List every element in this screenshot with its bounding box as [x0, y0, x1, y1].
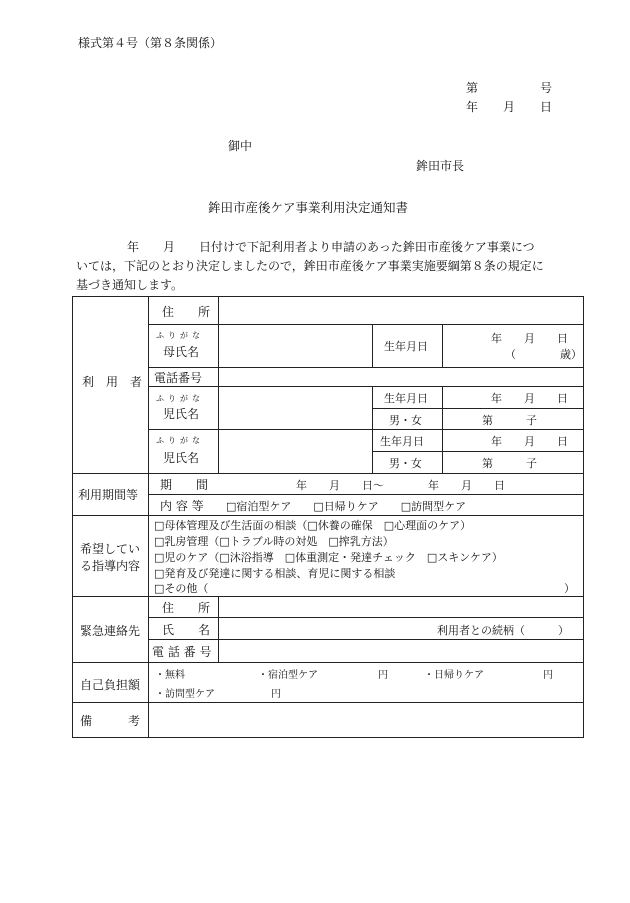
intro-line-2: いては，下記のとおり決定しましたので，鉾田市産後ケア事業実施要綱第８条の規定に: [76, 259, 544, 273]
child2-gender: 男・女: [389, 457, 422, 470]
content-label: 内 容 等: [160, 499, 204, 513]
period-section-label: 利用期間等: [78, 488, 139, 502]
child2-order: 第 子: [482, 457, 537, 470]
doc-no-go: 号: [540, 81, 553, 95]
child2-birthdate-label: 生年月日: [380, 435, 424, 448]
em-name-label: 氏 名: [162, 623, 211, 637]
child1-order: 第 子: [482, 414, 537, 427]
user-section-label: 利 用 者: [82, 375, 143, 389]
guidance-section-label-2: る指導内容: [80, 559, 141, 573]
emergency-section-label: 緊急連絡先: [80, 624, 141, 638]
guidance-item-5: □その他（: [154, 582, 209, 595]
guidance-item-3: □児のケア（□沐浴指導 □体重測定・発達チェック □スキンケア）: [154, 551, 503, 564]
em-phone-label: 電 話 番 号: [152, 645, 212, 659]
sender: 鉾田市長: [416, 159, 465, 173]
mother-furigana: ふりがな: [156, 331, 204, 340]
mother-name-label: 母氏名: [163, 345, 200, 359]
child2-furigana: ふりがな: [156, 436, 204, 445]
content-options: □宿泊型ケア □日帰りケア □訪問型ケア: [226, 500, 467, 513]
date-day: 日: [540, 100, 553, 114]
child2-name-label: 児氏名: [163, 451, 200, 465]
period-label: 期 間: [160, 478, 209, 492]
guidance-section-label-1: 希望してい: [80, 542, 141, 556]
remarks-label: 備 考: [80, 714, 141, 728]
guidance-item-1: □母体管理及び生活面の相談（□休養の確保 □心理面のケア）: [154, 519, 472, 532]
fee-visit: ・訪問型ケア: [155, 689, 215, 700]
child1-name-label: 児氏名: [163, 407, 200, 421]
child1-birthdate-value: 年 月 日: [491, 392, 568, 405]
address-label: 住 所: [162, 305, 211, 319]
child1-birthdate-label: 生年月日: [384, 392, 428, 405]
child2-birthdate-value: 年 月 日: [491, 435, 568, 448]
guidance-item-4: □発育及び発達に関する相談、育児に関する相談: [154, 567, 396, 580]
date-year: 年: [466, 100, 479, 114]
child1-gender: 男・女: [389, 414, 422, 427]
fee-free: ・無料: [155, 670, 185, 681]
intro-line-1: 年 月 日付けで下記利用者より申請のあった鉾田市産後ケア事業につ: [127, 240, 535, 254]
period-value: 年 月 日～ 年 月 日: [296, 479, 505, 492]
mother-age: （ 歳）: [505, 348, 582, 361]
fee-stay: ・宿泊型ケア: [258, 670, 318, 681]
intro-line-3: 基づき通知します。: [76, 278, 184, 292]
document-title: 鉾田市産後ケア事業利用決定通知書: [208, 200, 409, 215]
guidance-close-paren: ）: [564, 582, 575, 595]
em-relation: 利用者との続柄（ ）: [437, 624, 569, 637]
doc-no-dai: 第: [466, 81, 479, 95]
fee-stay-yen: 円: [378, 670, 388, 681]
fee-section-label: 自己負担額: [80, 678, 141, 692]
mother-birthdate-label: 生年月日: [384, 340, 428, 353]
fee-day: ・日帰りケア: [424, 670, 484, 681]
date-month: 月: [503, 100, 516, 114]
fee-visit-yen: 円: [271, 689, 281, 700]
mother-birthdate-value: 年 月 日: [491, 332, 568, 345]
guidance-item-2: □乳房管理（□トラブル時の対処 □搾乳方法）: [154, 535, 394, 548]
form-id: 様式第４号（第８条関係）: [78, 36, 223, 50]
phone-label: 電話番号: [154, 371, 203, 385]
child1-furigana: ふりがな: [156, 394, 204, 403]
em-address-label: 住 所: [162, 601, 211, 615]
fee-day-yen: 円: [543, 670, 553, 681]
addressee: 御中: [228, 139, 253, 153]
